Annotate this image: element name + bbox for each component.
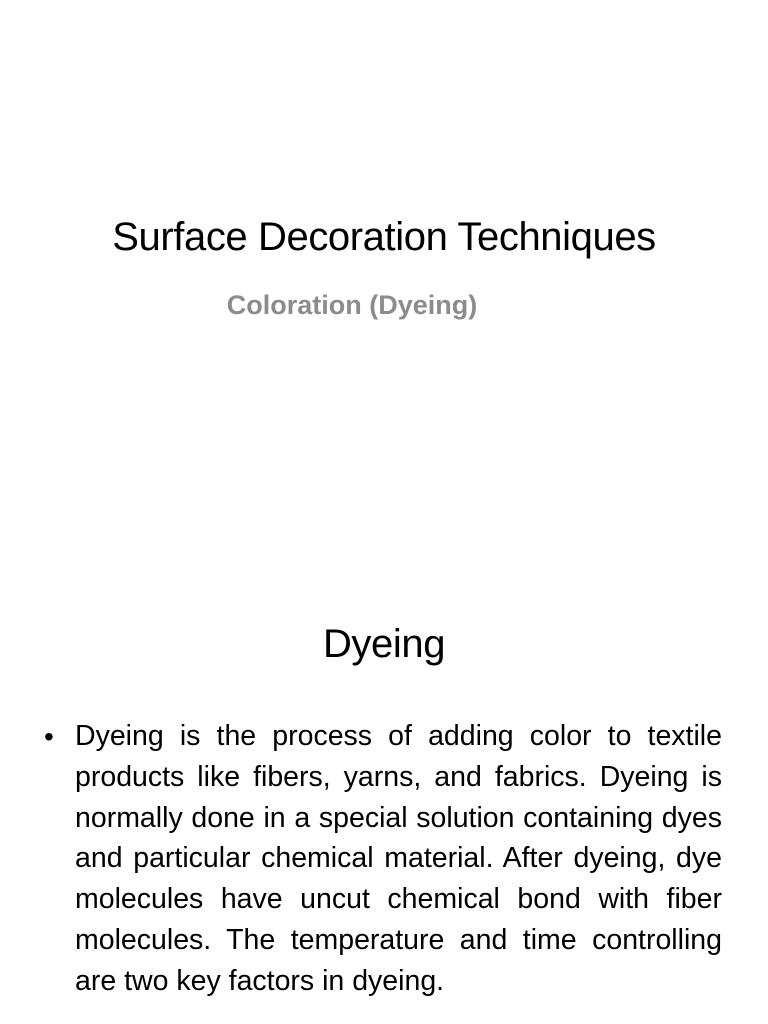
content-slide — [0, 576, 768, 1024]
bullet-item — [44, 716, 722, 1002]
slide-title: Surface Decoration Techniques — [112, 215, 656, 259]
bullet-icon: • — [44, 721, 54, 752]
slide-title: Dyeing — [322, 622, 446, 666]
bullet-list — [44, 716, 722, 1002]
slide-subtitle: Coloration (Dyeing) — [226, 290, 478, 320]
bullet-text: Dyeing is the process of adding color to textile products like fibers, yarns, and fabrics. Dyeing is normally done in a special solution containing dyes and particular chemical material. After dyeing, dye molecules have uncut chemical bond with fiber molecules. The temperature and time controlling are two key factors in dyeing. — [75, 720, 722, 997]
